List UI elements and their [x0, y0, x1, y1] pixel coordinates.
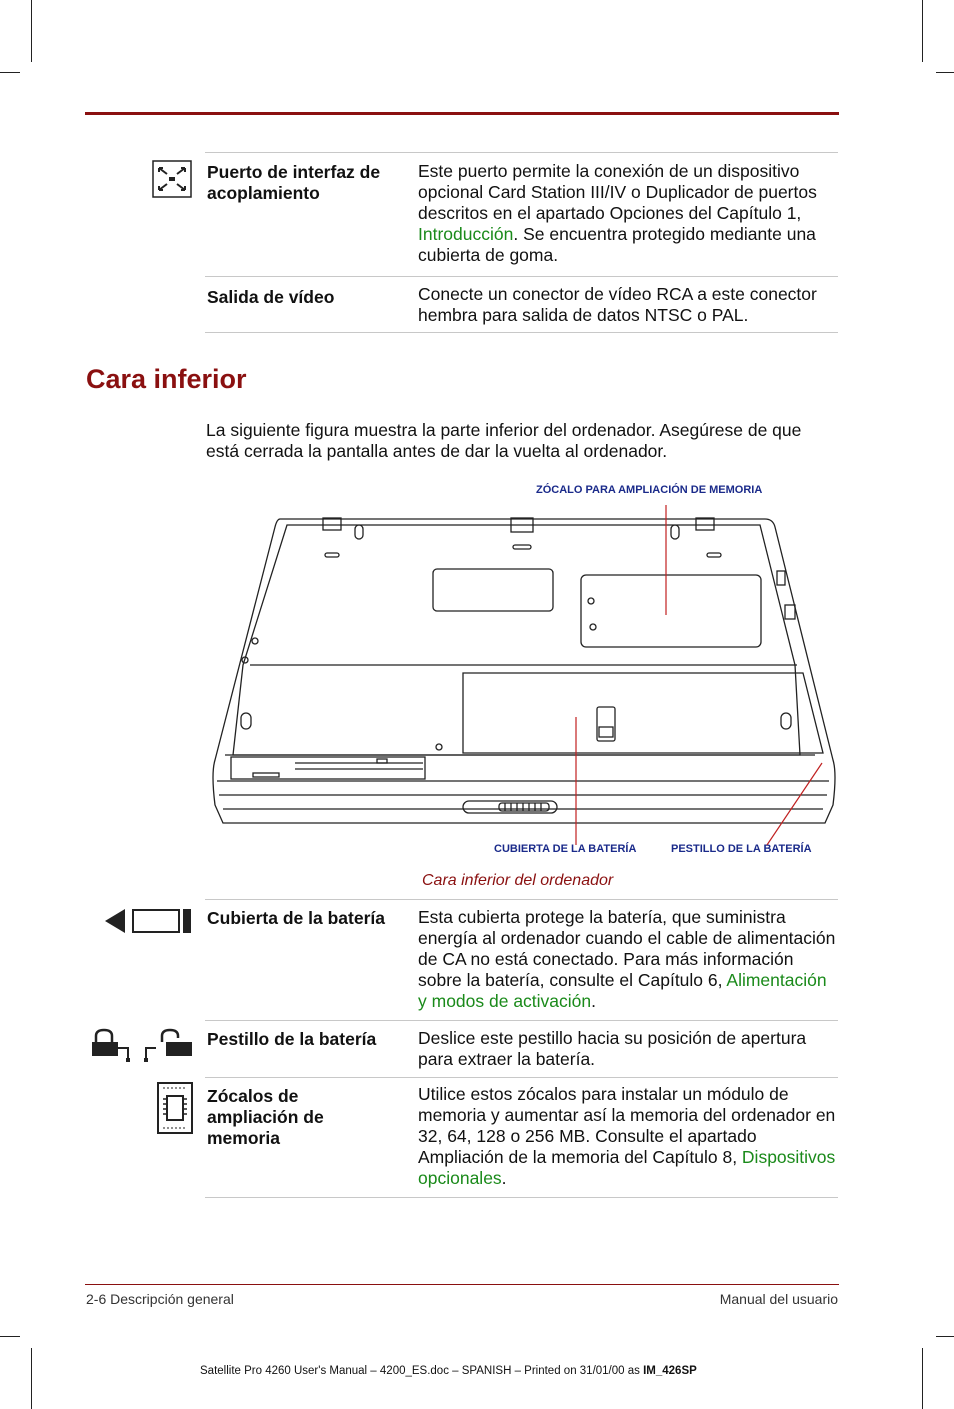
memory-chip-icon: [157, 1082, 193, 1134]
crop-mark: [936, 1336, 954, 1337]
header-rule: [85, 112, 839, 115]
table-rule: [205, 1197, 838, 1198]
table-rule: [205, 276, 838, 277]
callout-battery-latch: PESTILLO DE LA BATERÍA: [671, 843, 812, 855]
laptop-bottom-figure: [205, 505, 840, 845]
table-rule: [205, 1077, 838, 1078]
crop-mark: [936, 72, 954, 73]
memory-slot-desc: [418, 1084, 840, 1189]
footer-right: Manual del usuario: [719, 1291, 838, 1307]
crop-mark: [0, 1336, 20, 1337]
print-code: IM_426SP: [643, 1365, 697, 1377]
print-line: [200, 1365, 697, 1377]
battery-latch-term: Pestillo de la batería: [207, 1029, 377, 1049]
crop-mark: [922, 1348, 923, 1409]
desc-text: .: [591, 991, 597, 1011]
crop-mark: [922, 0, 923, 62]
battery-icon: [103, 906, 195, 936]
desc-text: Utilice estos zócalos para instalar un módulo de memoria y aumentar así la memoria del ordenador en 32, 64, 128 o 256 MB. Consulte el apartado Ampliación de la memoria del Capítulo 8,: [418, 1084, 836, 1167]
table-rule: [205, 152, 838, 153]
desc-text: .: [501, 1168, 507, 1188]
desc-text: Esta cubierta protege la batería, que suministra energía al ordenador cuando el cable de alimentación de CA no está conectado. Para más información sobre la batería, consulte el Capítulo 6,: [418, 907, 836, 990]
battery-cover-desc: [418, 907, 840, 1012]
battery-latch-desc: Deslice este pestillo hacia su posición de apertura para extraer la batería.: [418, 1028, 807, 1069]
crop-mark: [0, 72, 20, 73]
intro-paragraph: La siguiente figura muestra la parte inferior del ordenador. Asegúrese de que está cerrada la pantalla antes de dar la vuelta al ordenador.: [206, 420, 802, 461]
table-rule: [205, 899, 838, 900]
link-dispositivos[interactable]: Dispositivos opcionales: [418, 1147, 836, 1188]
table-rule: [205, 332, 838, 333]
docking-port-desc: [418, 161, 840, 266]
docking-port-term: Puerto de interfaz de acoplamiento: [207, 162, 381, 203]
print-text: Satellite Pro 4260 User's Manual – 4200_ES.doc – SPANISH – Printed on 31/01/00 as: [200, 1365, 644, 1377]
footer-rule: [85, 1284, 839, 1285]
video-out-desc: Conecte un conector de vídeo RCA a este conector hembra para salida de datos NTSC o PAL.: [418, 284, 817, 325]
table-rule: [205, 1020, 838, 1021]
docking-port-icon: [152, 160, 192, 198]
battery-cover-term: Cubierta de la batería: [207, 908, 385, 928]
figure-caption: Cara inferior del ordenador: [422, 872, 614, 889]
footer-left: 2-6 Descripción general: [86, 1291, 234, 1307]
desc-text: Este puerto permite la conexión de un dispositivo opcional Card Station III/IV o Duplicador de puertos descritos en el apartado Opciones del Capítulo 1,: [418, 161, 817, 223]
link-introduccion[interactable]: Introducción: [418, 224, 514, 244]
crop-mark: [31, 0, 32, 62]
callout-memory-slot: ZÓCALO PARA AMPLIACIÓN DE MEMORIA: [536, 484, 763, 496]
link-alimentacion[interactable]: Alimentación y modos de activación: [418, 970, 827, 1011]
crop-mark: [31, 1348, 32, 1409]
latch-icon: [90, 1028, 195, 1064]
callout-battery-cover: CUBIERTA DE LA BATERÍA: [494, 843, 637, 855]
section-title: Cara inferior: [86, 364, 247, 394]
video-out-term: Salida de vídeo: [207, 287, 335, 307]
memory-slot-term: Zócalos de ampliación de memoria: [207, 1086, 324, 1148]
desc-text: . Se encuentra protegido mediante una cubierta de goma.: [418, 224, 816, 265]
